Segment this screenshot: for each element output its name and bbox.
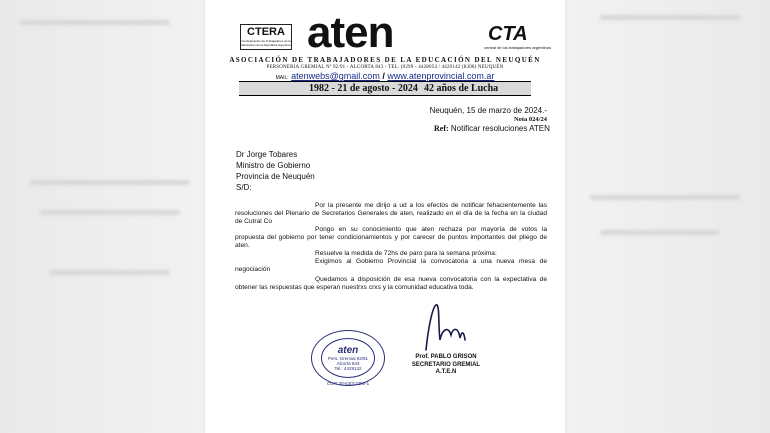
recipient-province: Provincia de Neuquén [236, 172, 315, 181]
blur-line [600, 15, 740, 20]
cta-logo: CTA [488, 23, 528, 45]
paragraph-4: Quedamos a disposición de esa nueva convocatoria con la expectativa de obtener las respuestas que esperan nuestrxs crxs y la comunidad educativa toda. [235, 276, 547, 292]
seal-name: aten [337, 345, 359, 356]
date-line: Neuquén, 15 de marzo de 2024.- [429, 106, 547, 115]
email-link[interactable]: atenwebs@gmail.com [291, 71, 380, 81]
seal-cuit: CUIT 30-63013250-1 [326, 381, 370, 386]
separator: / [382, 71, 385, 81]
website-link[interactable]: www.atenprovincial.com.ar [387, 71, 495, 81]
blur-line [50, 270, 170, 275]
letter-page [205, 0, 565, 433]
reference [434, 124, 550, 133]
blur-line [30, 180, 190, 185]
seal-inner [321, 338, 375, 378]
paragraph-1: Por la presente me dirijo a ud a los efectos de notificar fehacientemente las resoluciones del Plenario de Secretarios Generales de aten, realizado en el día de la fecha en la ciudad de Cutral Co [235, 202, 547, 226]
signer-org: A.T.E.N [435, 369, 457, 375]
blur-line [40, 210, 180, 215]
association-name: ASOCIACIÓN DE TRABAJADORES DE LA EDUCACIÓN DEL NEUQUÉN [229, 56, 541, 64]
paragraph-2: Pongo en su conocimiento que aten rechaza por mayoría de votos la propuesta del gobierno por tener condicionamientos y por carecer de puntos importantes del pliego de aten. [235, 226, 547, 250]
band-dates: 1982 - 21 de agosto - 2024 [309, 83, 418, 94]
paragraph-3a: Resuelve la medida de 72hs de paro para la semana próxima: [315, 250, 497, 257]
signature-block [411, 354, 481, 377]
ctera-logo: CTERA Confederación de Trabajadores de la Educación de la República Argentina [240, 24, 292, 50]
blur-line [20, 20, 170, 25]
signer-role: SECRETARIO GREMIAL [411, 361, 481, 368]
cta-subtitle: central de los trabajadores argentinos [484, 45, 551, 50]
aten-seal [311, 330, 385, 386]
recipient-title: Ministro de Gobierno [236, 161, 311, 170]
seal-line: Pers. Gremial 92/91 [327, 356, 369, 361]
nota-number: Nota 024/24 [513, 116, 547, 123]
mail-label: MAIL: [275, 75, 289, 81]
seal-line: Alcorta 843 [336, 361, 360, 366]
seal-line: Tel.: 4429142 [334, 366, 362, 371]
recipient-name: Dr Jorge Tobares [236, 150, 298, 159]
ref-label: Ref: [434, 124, 449, 133]
anniversary-band [239, 81, 531, 96]
personeria-line: PERSONERIA GREMIAL Nº 92/91 - ALCORTA 843 - TEL. (0299 - 4428054 / 4429142 (8300) NEUQUÉN [266, 65, 504, 70]
recipient-sd: S/D: [236, 183, 252, 192]
band-years: 42 años de Lucha [424, 83, 499, 94]
aten-logo: aten [307, 8, 394, 57]
contact-line [205, 71, 565, 81]
handwritten-signature [418, 300, 468, 355]
blur-line [600, 230, 720, 235]
ref-text: Notificar resoluciones ATEN [450, 124, 550, 133]
paragraph-3b: Exigimos al Gobierno Provincial la convocatoria a una nueva mesa de negociación [235, 258, 547, 274]
blur-line [590, 195, 740, 200]
signer-name: Prof. PABLO GRISON [415, 354, 477, 360]
